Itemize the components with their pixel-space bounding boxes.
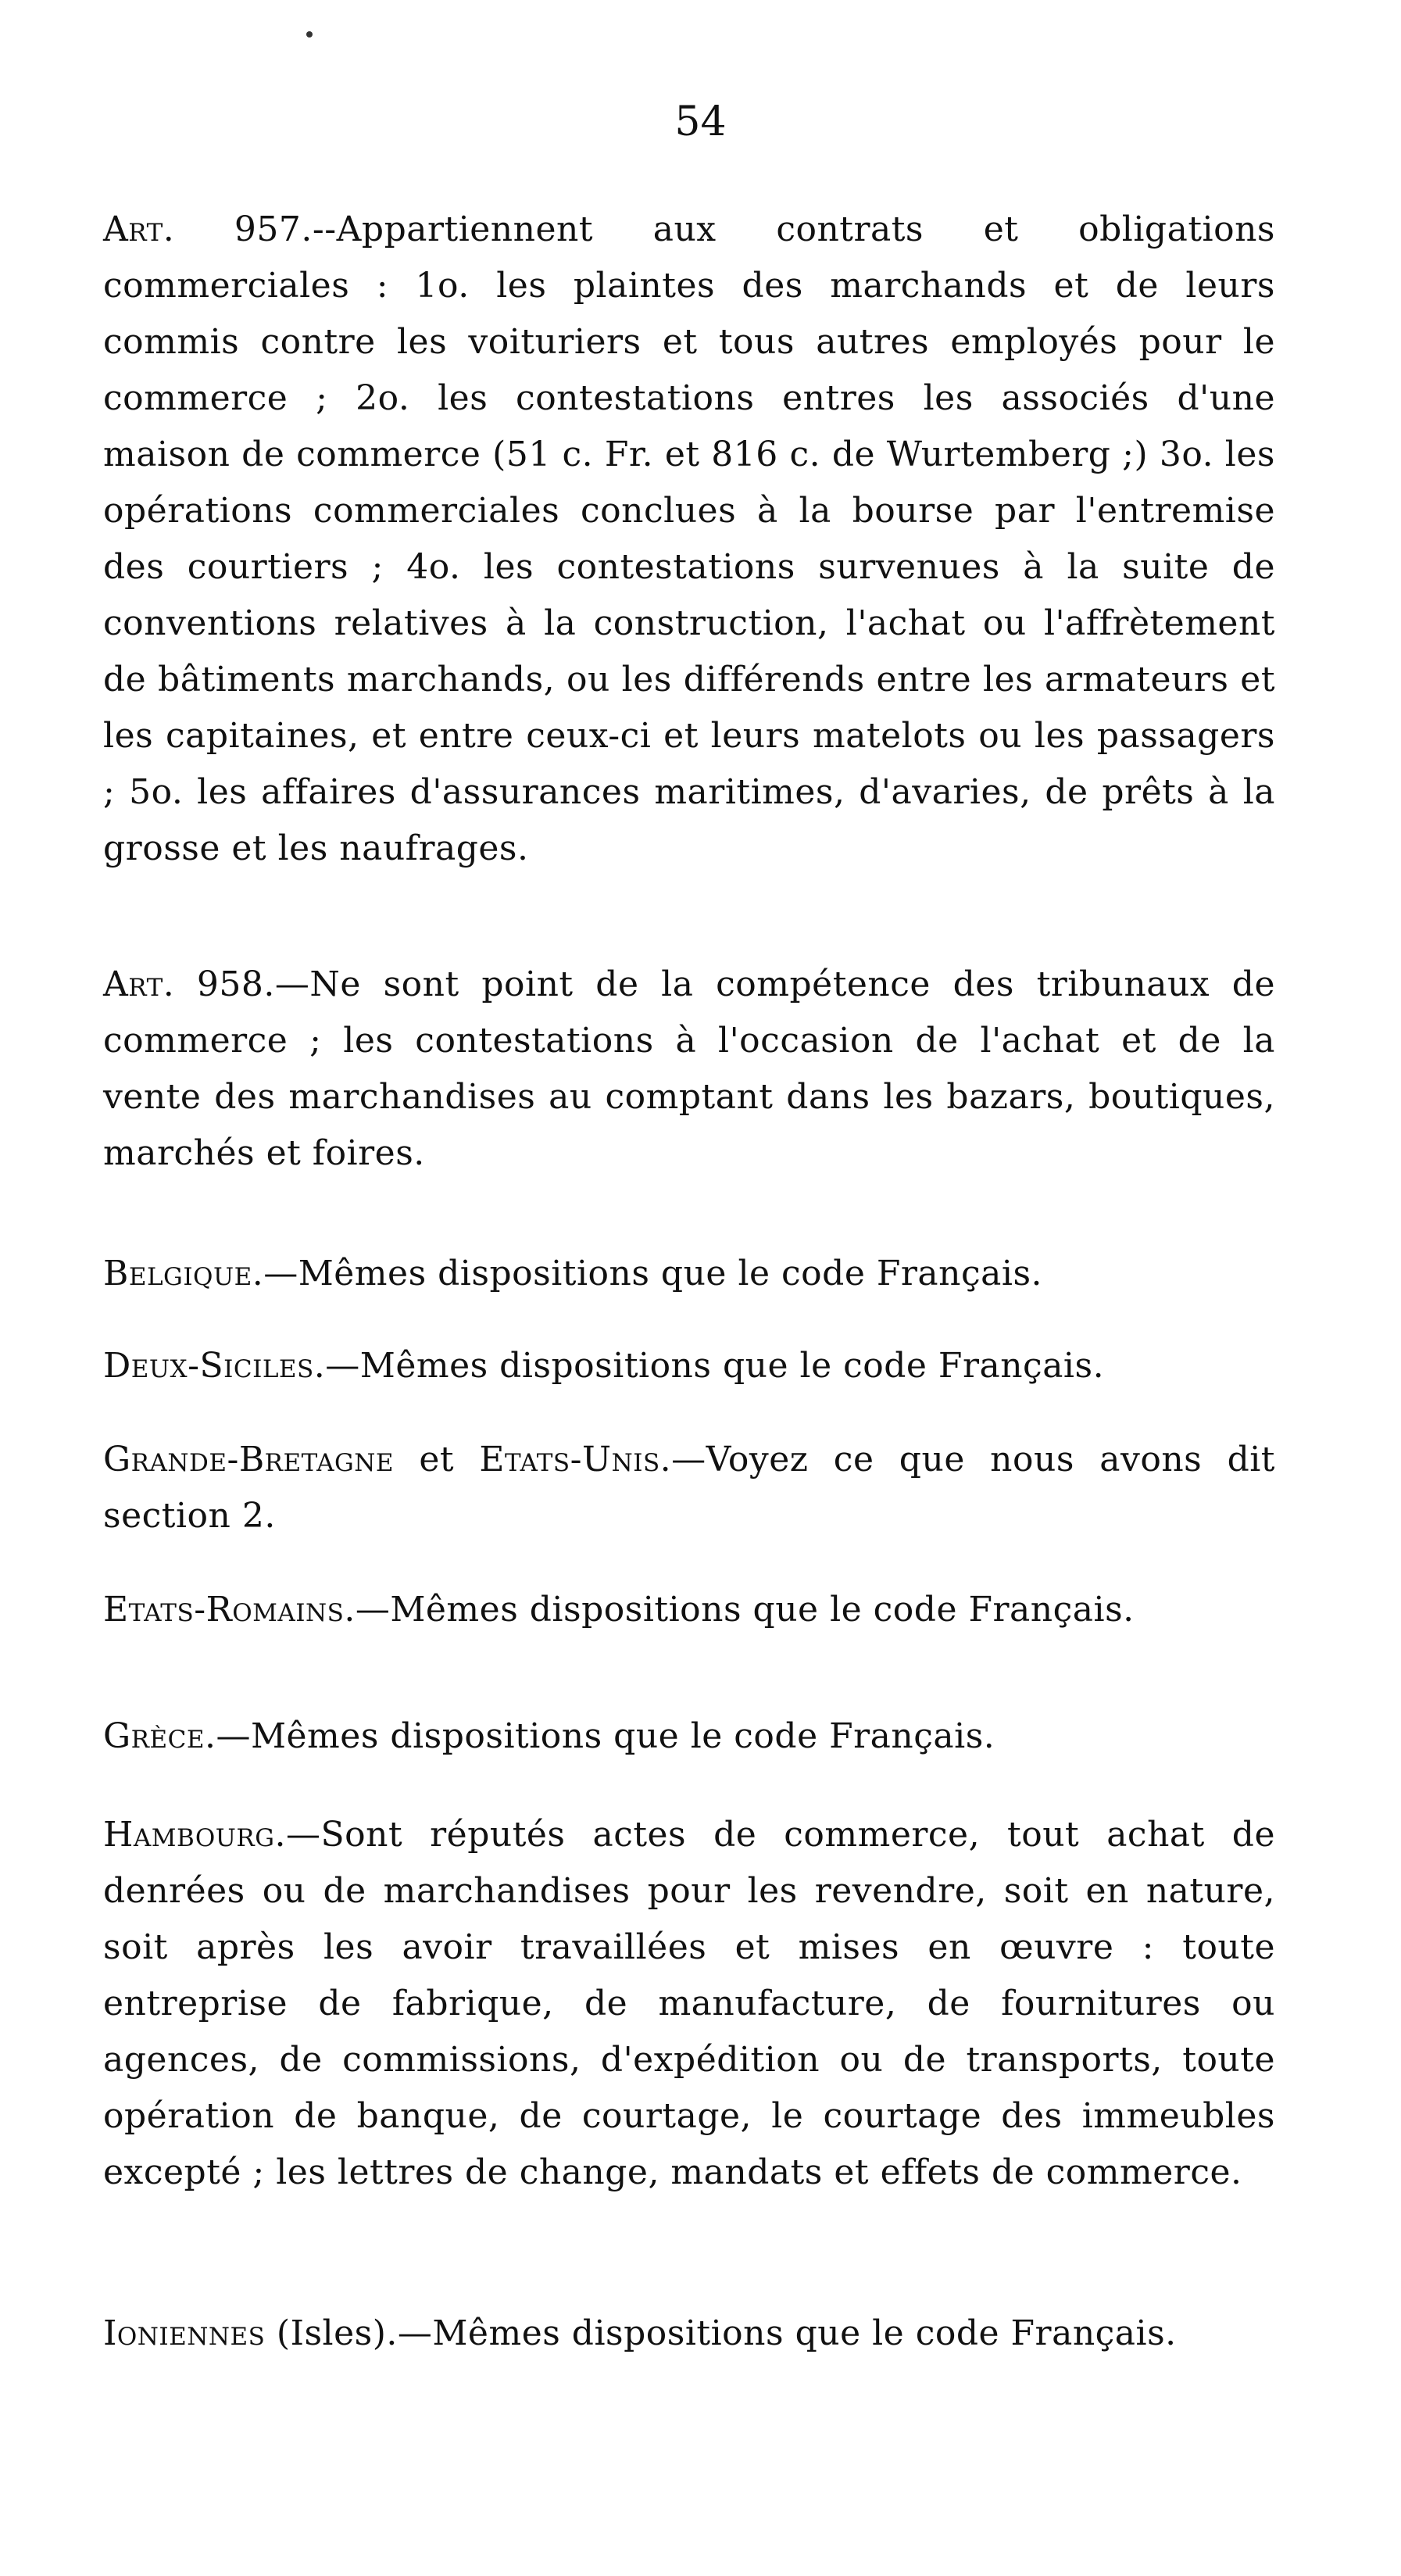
country-label: Grande-Bretagne [103,1440,395,1479]
article-label: Art. 957. [103,209,313,249]
paragraph-art-958 [103,957,1275,1182]
country-label: Etats-Romains. [103,1590,356,1630]
country-label: Belgique. [103,1254,264,1293]
paragraph-belgique [103,1246,1275,1302]
paragraph-text: —Mêmes dispositions que le code Français. [216,1716,995,1756]
country-label: Grèce. [103,1716,216,1756]
country-label: Deux-Siciles. [103,1346,326,1386]
paragraph-deux-siciles [103,1338,1275,1394]
article-label: Art. 958. [103,964,275,1004]
paragraph-grande-bretagne [103,1432,1275,1544]
paragraph-text: --Appartiennent aux contrats et obligations commerciales : 1o. les plaintes des marchands et de leurs commis contre les voituriers et tous autres employés pour le commerce ; 2o. les contestations entres les associés d'une maison de commerce (51 c. Fr. et 816 c. de Wurtemberg ;) 3o. les opérations commerciales conclues à la bourse par l'entremise des courtiers ; 4o. les contestations survenues à la suite de conventions relatives à la construction, l'achat ou l'affrètement de bâtiments marchands, ou les différends entre les armateurs et les capitaines, et entre ceux-ci et leurs matelots ou les passagers ; 5o. les affaires d'assurances maritimes, d'avaries, de prêts à la grosse et les naufrages. [103,209,1275,868]
paragraph-ioniennes [103,2306,1275,2362]
paragraph-grece [103,1708,1275,1765]
paragraph-text: —Ne sont point de la compétence des tribunaux de commerce ; les contestations à l'occasion de l'achat et de la vente des marchandises au comptant dans les bazars, boutiques, marchés et foires. [103,964,1275,1173]
page-number: 54 [674,98,727,145]
paragraph-text: —Sont réputés actes de commerce, tout achat de denrées ou de marchandises pour les revendre, soit en nature, soit après les avoir travaillées et mises en œuvre : toute entreprise de fabrique, de manufacture, de fournitures ou agences, de commissions, d'expédition ou de transports, toute opération de banque, de courtage, le courtage des immeubles excepté ; les lettres de change, mandats et effets de commerce. [103,1815,1275,2192]
country-label: Ioniennes [103,2313,266,2353]
paragraph-hambourg [103,1807,1275,2201]
paragraph-text: —Mêmes dispositions que le code Français. [263,1254,1043,1293]
paragraph-etats-romains [103,1582,1275,1638]
paragraph-text: —Mêmes dispositions que le code Français. [325,1346,1105,1386]
ink-speck [306,31,313,38]
connector-text: et [394,1440,480,1479]
country-label: Etats-Unis. [479,1440,672,1479]
paragraph-text: —Voyez ce que nous avons dit section 2. [103,1440,1275,1536]
paragraph-text: (Isles).—Mêmes dispositions que le code Français. [265,2313,1177,2353]
country-label: Hambourg. [103,1815,286,1855]
paragraph-text: —Mêmes dispositions que le code Français. [355,1590,1135,1630]
paragraph-art-957 [103,202,1275,877]
